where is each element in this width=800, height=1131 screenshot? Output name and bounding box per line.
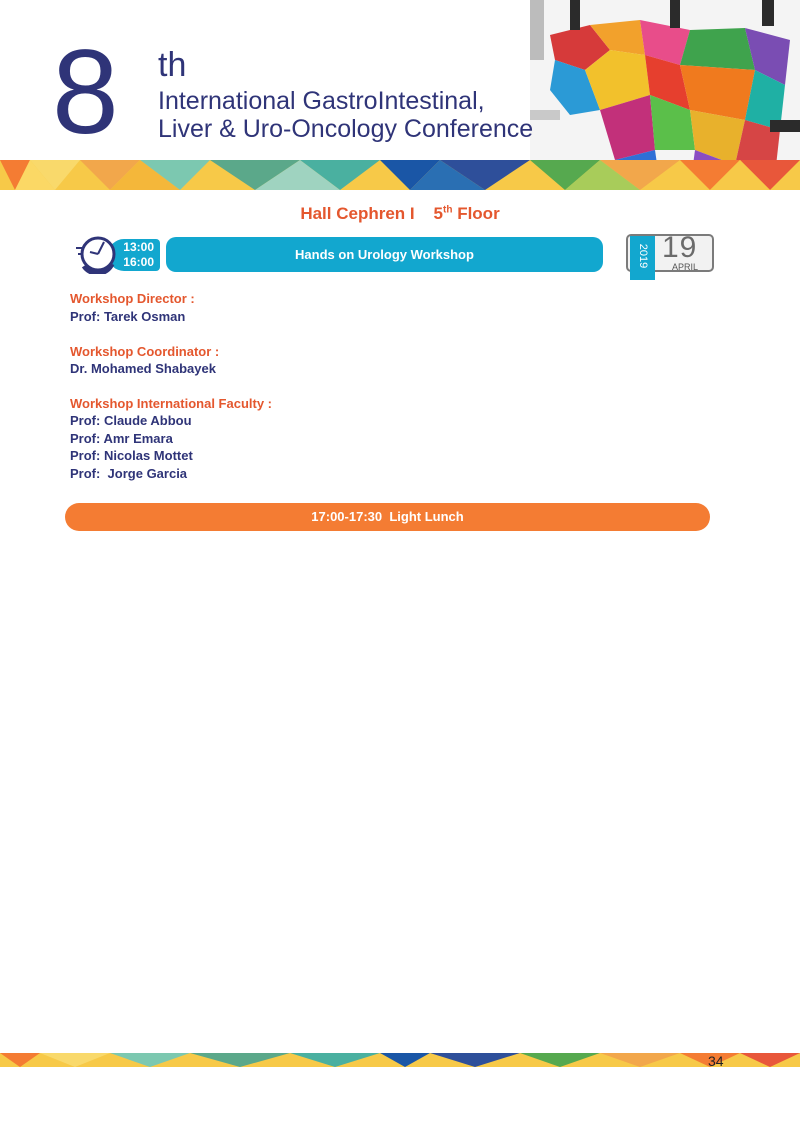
faculty-member: Prof: Claude Abbou [70,413,192,428]
edition-number: 8 [52,25,115,159]
coordinator-name: Dr. Mohamed Shabayek [70,361,216,376]
edition-ordinal: th [158,46,187,84]
page-number: 34 [708,1053,724,1069]
hall-heading [0,204,800,224]
session-title-bar: Hands on Urology Workshop [166,237,603,272]
end-time: 16:00 [123,255,154,269]
date-year: 2019 [637,243,649,269]
floor-ordinal: th [443,204,453,216]
faculty-member: Prof: Jorge Garcia [70,466,188,481]
section-label-coordinator: Workshop Coordinator : [70,344,220,359]
conference-title-line1: International GastroIntestinal, [158,87,485,115]
director-name: Prof: Tarek Osman [70,309,186,324]
section-label-faculty: Workshop International Faculty : [70,396,273,411]
year-tab [630,236,655,280]
floor-number: 5 [433,204,443,223]
date-month: APRIL [672,262,699,272]
faculty-member: Prof: Nicolas Mottet [70,448,193,463]
clock-icon [74,234,118,274]
conference-title-line2: Liver & Uro-Oncology Conference [158,115,534,143]
floor-word: Floor [457,204,500,223]
footer-triangle-banner [0,1053,800,1067]
faculty-member: Prof: Amr Emara [70,431,173,446]
section-label-director: Workshop Director : [70,291,195,306]
header-triangle-banner [0,160,800,190]
start-time: 13:00 [123,240,154,254]
hall-name: Hall Cephren I [300,204,415,223]
lunch-break-bar: 17:00-17:30 Light Lunch [65,503,710,531]
date-day: 19 [662,231,698,264]
